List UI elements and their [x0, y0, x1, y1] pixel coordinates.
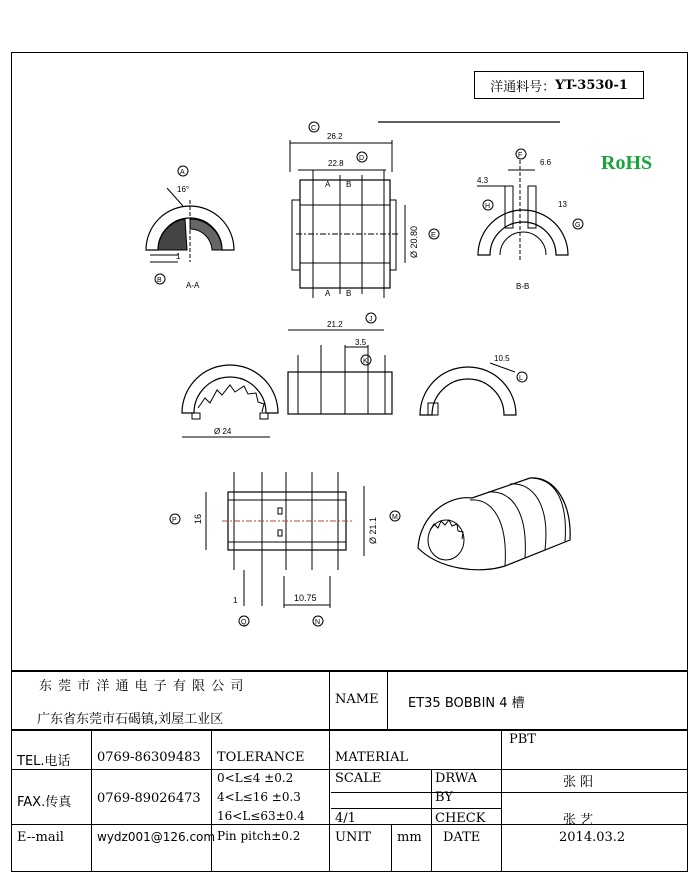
dim-3-5: 3.5 [355, 338, 367, 347]
email-value: wydz001@126.com [97, 830, 216, 844]
dim-1-a: 1 [176, 252, 181, 261]
date-label: DATE [443, 830, 481, 845]
balloon-b-text: B [157, 277, 162, 284]
fax-label: FAX.传真 [17, 795, 72, 810]
dim-26-2: 26.2 [327, 132, 343, 141]
email-label: E--mail [17, 830, 64, 845]
dim-24: Ø 24 [214, 427, 232, 436]
balloon-c-text: C [311, 125, 317, 132]
fax-value: 0769-89026473 [97, 791, 201, 806]
end-view-half-ring [420, 354, 527, 415]
name-label: NAME [335, 692, 379, 707]
bottom-view-bobbin [170, 472, 400, 626]
balloon-m-text: M [392, 514, 398, 521]
view-label-b-b: B-B [516, 282, 530, 291]
drawn-label-1: DRWA [435, 771, 478, 786]
drawn-label-2: BY [435, 790, 453, 805]
dim-13: 13 [558, 200, 567, 209]
slot-view-half-ring [182, 365, 278, 437]
title-block [11, 670, 688, 872]
dim-10-5: 10.5 [494, 354, 510, 363]
unit-label: UNIT [335, 830, 372, 845]
front-view-bobbin [290, 122, 439, 298]
balloon-q-text: Q [241, 619, 247, 626]
part-number-label: 洋通料号： [490, 79, 556, 95]
balloon-h-text: H [485, 203, 491, 210]
tolerance-row-1: 0<L≤4 ±0.2 [217, 771, 294, 785]
dim-4-3: 4.3 [477, 176, 489, 185]
balloon-f-text: F [518, 152, 523, 159]
rohs-mark: RoHS [601, 152, 653, 174]
check-label: CHECK [435, 811, 486, 826]
date-value: 2014.03.2 [559, 830, 626, 845]
balloon-d-text: D [359, 155, 365, 162]
scale-label: SCALE [335, 771, 382, 786]
isometric-view-bobbin [418, 478, 570, 570]
name-value: ET35 BOBBIN 4 槽 [408, 696, 525, 711]
balloon-k-text: K [363, 358, 368, 365]
side-view-bobbin [288, 313, 392, 414]
section-a-a-view [146, 166, 234, 290]
balloon-p-text: P [172, 517, 177, 524]
section-letter-a-top: A [325, 180, 331, 189]
company-name: 东 莞 市 洋 通 电 子 有 限 公 司 [39, 679, 245, 694]
dim-10-75: 10.75 [294, 593, 317, 603]
dim-1-b: 1 [233, 596, 238, 605]
view-label-a-a: A-A [186, 281, 200, 290]
section-letter-a-bottom: A [325, 289, 331, 298]
tolerance-row-2: 4<L≤16 ±0.3 [217, 790, 301, 804]
check-value: 张 艺 [563, 813, 594, 828]
company-address: 广东省东莞市石碣镇,刘屋工业区 [37, 712, 224, 727]
dim-16-degree: 16° [177, 185, 190, 194]
dim-22-8: 22.8 [328, 159, 344, 168]
material-label: MATERIAL [335, 750, 409, 765]
balloon-l-text: L [519, 375, 523, 382]
tel-value: 0769-86309483 [97, 750, 201, 765]
dim-21-2: 21.2 [327, 320, 343, 329]
balloon-e-text: E [431, 232, 436, 239]
dim-21-1: Ø 21.1 [368, 516, 378, 544]
material-value: PBT [509, 732, 536, 747]
section-b-b-view [477, 149, 583, 291]
balloon-a-text: A [180, 169, 185, 176]
balloon-g-text: G [575, 222, 581, 229]
part-number-value: YT-3530-1 [555, 77, 628, 93]
scale-value: 4/1 [335, 811, 356, 826]
section-letter-b-bottom: B [346, 289, 352, 298]
balloon-i-text: J [369, 316, 373, 323]
tolerance-row-3: 16<L≤63±0.4 [217, 809, 305, 823]
balloon-n-text: N [315, 619, 321, 626]
unit-value: mm [397, 830, 422, 845]
tolerance-label: TOLERANCE [217, 750, 305, 765]
tolerance-row-4: Pin pitch±0.2 [217, 829, 301, 843]
dim-6-6: 6.6 [540, 158, 552, 167]
dim-20-80: Ø 20.80 [409, 225, 419, 258]
dim-16: 16 [193, 513, 203, 524]
drawn-value: 张 阳 [563, 775, 594, 790]
tel-label: TEL.电话 [17, 754, 71, 769]
section-letter-b-top: B [346, 180, 352, 189]
